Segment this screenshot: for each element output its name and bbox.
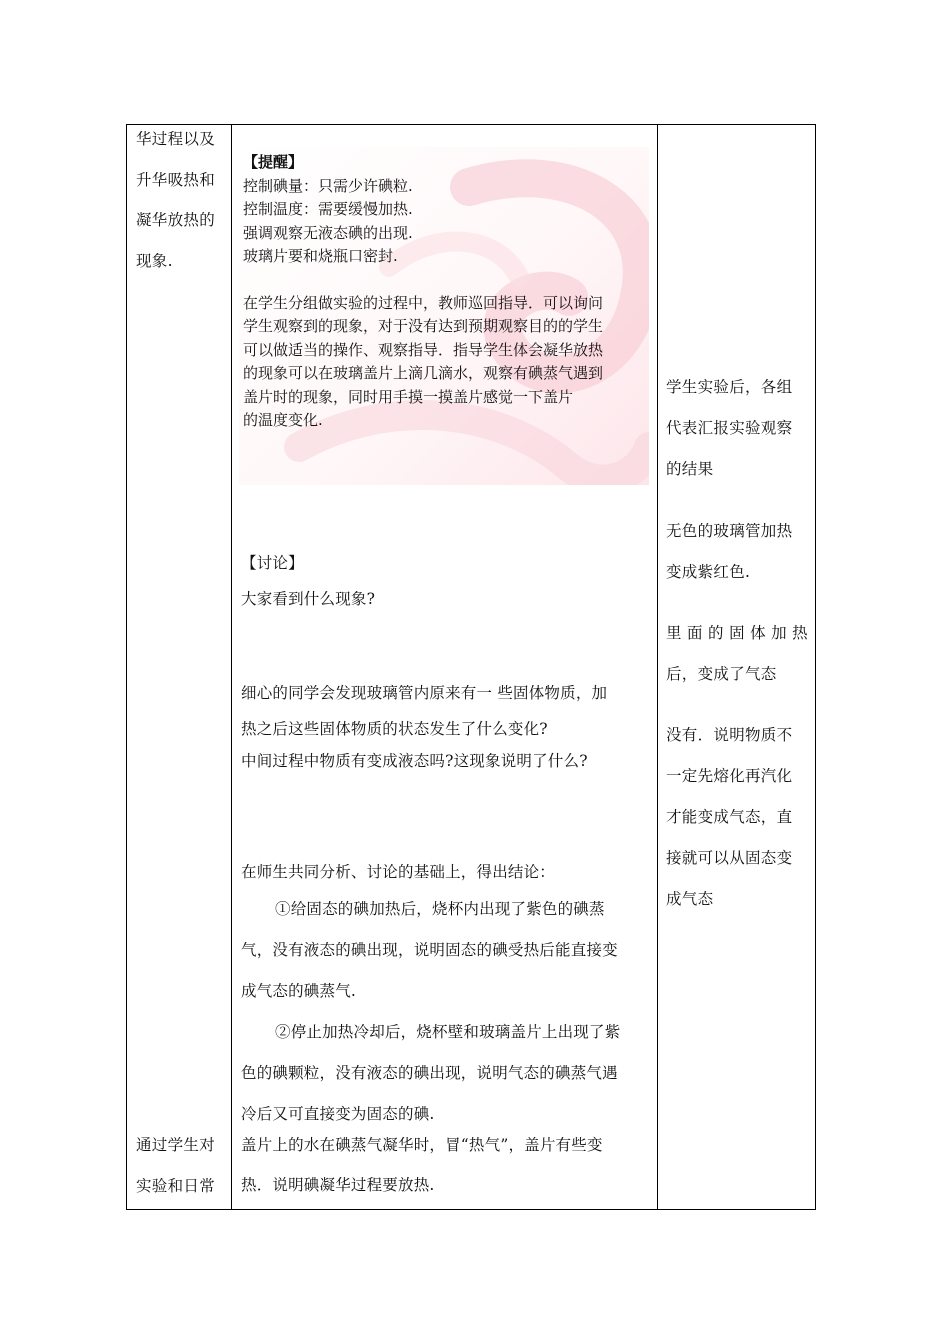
reminder-line: 强调观察无液态碘的出现. [243, 223, 413, 242]
teacher-activity-column [231, 125, 657, 1209]
reminder-line: 控制碘量：只需少许碘粒. [243, 176, 413, 195]
student-answer [666, 511, 810, 593]
goal-text-bottom [136, 1125, 226, 1206]
question-line: 热之后这些固体物质的状态发生了什么变化? [241, 720, 548, 738]
goal-line: 现象. [136, 251, 173, 270]
goal-column [127, 125, 231, 1209]
conclusion-intro: 在师生共同分析、讨论的基础上，得出结论： [241, 863, 556, 881]
reminder-paragraph-line: 可以做适当的操作、观察指导．指导学生体会凝华放热 [243, 340, 604, 359]
conclusion-line: 色的碘颗粒，没有液态的碘出现，说明气态的碘蒸气遇 [241, 1064, 618, 1082]
student-answer [666, 613, 810, 695]
goal-line: 实验和日常 [136, 1176, 216, 1195]
reminder-paragraph-line: 的现象可以在玻璃盖片上滴几滴水，观察有碘蒸气遇到 [243, 364, 604, 382]
answer-line: 后，变成了气态 [666, 665, 777, 683]
answer-line: 成气态 [666, 890, 714, 908]
conclusion-line: 热．说明碘凝华过程要放热. [241, 1176, 435, 1194]
reminder-line: 玻璃片要和烧瓶口密封. [243, 247, 398, 265]
reminder-heading: 【提醒】 [243, 153, 304, 171]
goal-text-top [136, 119, 226, 281]
question-line: 细心的同学会发现玻璃管内原来有一 些固体物质，加 [241, 684, 608, 702]
reminder-paragraph-line: 在学生分组做实验的过程中，教师巡回指导．可以询问 [243, 293, 604, 312]
discussion-question [241, 675, 651, 747]
conclusion-item [241, 1125, 651, 1205]
conclusion-line: 盖片上的水在碘蒸气凝华时，冒“热气”，盖片有些变 [241, 1136, 603, 1154]
conclusion-item [241, 889, 651, 1012]
reminder-line: 控制温度：需要缓慢加热. [243, 200, 413, 218]
student-activity-column [657, 125, 815, 1209]
conclusion-line: ②停止加热冷却后，烧杯壁和玻璃盖片上出现了紫 [275, 1023, 621, 1041]
discussion-question: 大家看到什么现象? [241, 590, 376, 608]
student-answer [666, 715, 810, 920]
student-report [666, 367, 810, 490]
answer-line: 接就可以从固态变 [666, 849, 793, 867]
lesson-table [126, 124, 816, 1210]
reminder-paragraph-line: 盖片时的现象，同时用手摸一摸盖片感觉一下盖片 [243, 387, 574, 406]
conclusion-line: 冷后又可直接变为固态的碘. [241, 1105, 435, 1123]
conclusion-line: 成气态的碘蒸气. [241, 982, 357, 1000]
reminder-text [243, 151, 647, 433]
answer-line: 一定先熔化再汽化 [666, 767, 793, 785]
reminder-paragraph-line: 的温度变化. [243, 411, 323, 429]
goal-line: 升华吸热和 [136, 170, 216, 189]
answer-line: 变成紫红色. [666, 563, 751, 581]
conclusion-line: 气，没有液态的碘出现，说明固态的碘受热后能直接变 [241, 941, 618, 959]
discussion-question: 中间过程中物质有变成液态吗?这现象说明了什么? [241, 752, 588, 770]
answer-line: 没有．说明物质不 [666, 726, 793, 744]
report-line: 的结果 [666, 460, 714, 478]
report-line: 学生实验后，各组 [666, 378, 793, 396]
answer-line: 无色的玻璃管加热 [666, 522, 793, 540]
conclusion-item [241, 1012, 651, 1135]
goal-line: 华过程以及 [136, 130, 216, 148]
goal-line: 通过学生对 [136, 1136, 216, 1154]
report-line: 代表汇报实验观察 [666, 419, 793, 437]
conclusion-line: ①给固态的碘加热后，烧杯内出现了紫色的碘蒸 [275, 900, 605, 918]
discussion-heading: 【讨论】 [241, 554, 304, 572]
answer-line: 才能变成气态，直 [666, 808, 793, 826]
reminder-image [239, 147, 649, 485]
reminder-paragraph-line: 学生观察到的现象，对于没有达到预期观察目的的学生 [243, 317, 604, 335]
goal-line: 凝华放热的 [136, 211, 216, 229]
answer-line: 里 面 的 固 体 加 热 [666, 624, 808, 642]
